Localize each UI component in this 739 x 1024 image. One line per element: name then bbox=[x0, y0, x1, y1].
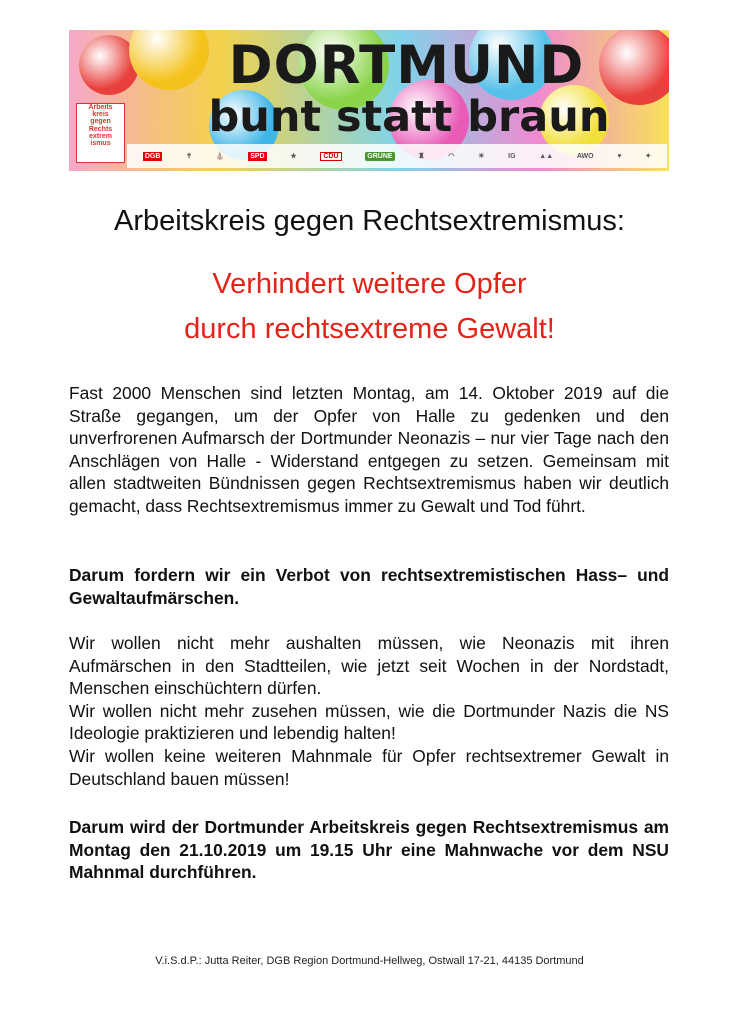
ig-logo: IG bbox=[508, 152, 516, 160]
subheading-line: Verhindert weitere Opfer bbox=[212, 268, 527, 300]
dgb-logo: DGB bbox=[144, 152, 161, 160]
ak-logo-line: Rechts bbox=[88, 125, 113, 133]
skyline-icon: ▲▲ bbox=[539, 152, 554, 160]
cdu-logo: CDU bbox=[320, 152, 341, 161]
subheading-line: durch rechtsextreme Gewalt! bbox=[184, 313, 555, 345]
page-subheading bbox=[0, 262, 739, 352]
rainbow-icon: ◠ bbox=[448, 153, 455, 160]
paragraph-demand: Darum fordern wir ein Verbot von rechtsextremistischen Hass– und Gewaltaufmärschen. bbox=[69, 565, 669, 608]
cross-icon: ✝ bbox=[186, 153, 193, 160]
partner-logo-strip bbox=[127, 144, 667, 168]
banner-title-bunt-statt-braun: bunt statt braun bbox=[208, 92, 610, 142]
church-icon: ⛪ bbox=[215, 153, 225, 160]
awo-logo: AWO bbox=[576, 152, 594, 160]
star-icon: ★ bbox=[290, 153, 297, 160]
paragraph-statements bbox=[69, 632, 669, 790]
ak-logo-line: gegen bbox=[90, 118, 111, 126]
ak-logo-line: extrem bbox=[89, 132, 112, 140]
eagle-crest-icon: ♜ bbox=[418, 153, 425, 160]
ak-logo-line: Arbeits bbox=[88, 104, 113, 111]
ak-logo-line: kreis bbox=[92, 111, 109, 119]
header-banner bbox=[69, 30, 669, 171]
spd-logo: SPD bbox=[250, 152, 265, 160]
statement-line: Wir wollen keine weiteren Mahnmale für Opfer rechtsextremer Gewalt in Deutschland bauen müssen! bbox=[69, 745, 669, 789]
paragraph-announcement: Darum wird der Dortmunder Arbeitskreis gegen Rechtsextremismus am Montag den 21.10.2019 um 19.15 Uhr eine Mahnwache vor dem NSU Mahnmal durchführen. bbox=[69, 817, 669, 883]
gruene-logo: GRÜNE bbox=[367, 152, 393, 160]
banner-title-dortmund: DORTMUND bbox=[228, 35, 585, 96]
arbeitskreis-logo bbox=[76, 103, 125, 163]
dove-icon: ✦ bbox=[645, 153, 652, 160]
imprint-footer: V.i.S.d.P.: Jutta Reiter, DGB Region Dortmund-Hellweg, Ostwall 17-21, 44135 Dortmund bbox=[155, 955, 584, 967]
heart-icon: ♥ bbox=[617, 152, 622, 160]
statement-line: Wir wollen nicht mehr aushalten müssen, wie Neonazis mit ihren Aufmärschen in den Stadtteilen, wie jetzt seit Wochen in der Nordstadt, Menschen einschüchtern dürfen. bbox=[69, 633, 669, 699]
ak-logo-line: ismus bbox=[90, 140, 111, 148]
statement-line: Wir wollen nicht mehr zusehen müssen, wie die Dortmunder Nazis die NS Ideologie praktizieren und lebendig halten! bbox=[69, 700, 669, 744]
sun-icon: ☀ bbox=[478, 153, 485, 160]
paragraph-intro: Fast 2000 Menschen sind letzten Montag, am 14. Oktober 2019 auf die Straße gegangen, um der Opfer von Halle zu gedenken und den unverfrorenen Aufmarsch der Dortmunder Neonazis – nur vier Tage nach den Anschlägen von Halle - Widerstand entgegen zu setzen. Gemeinsam mit allen stadtweiten Bündnissen gegen Rechtsextremismus haben wir deutlich gemacht, dass Rechtsextremismus immer zu Gewalt und Tod führt. bbox=[69, 383, 669, 516]
page-heading: Arbeitskreis gegen Rechtsextremismus: bbox=[114, 205, 625, 237]
